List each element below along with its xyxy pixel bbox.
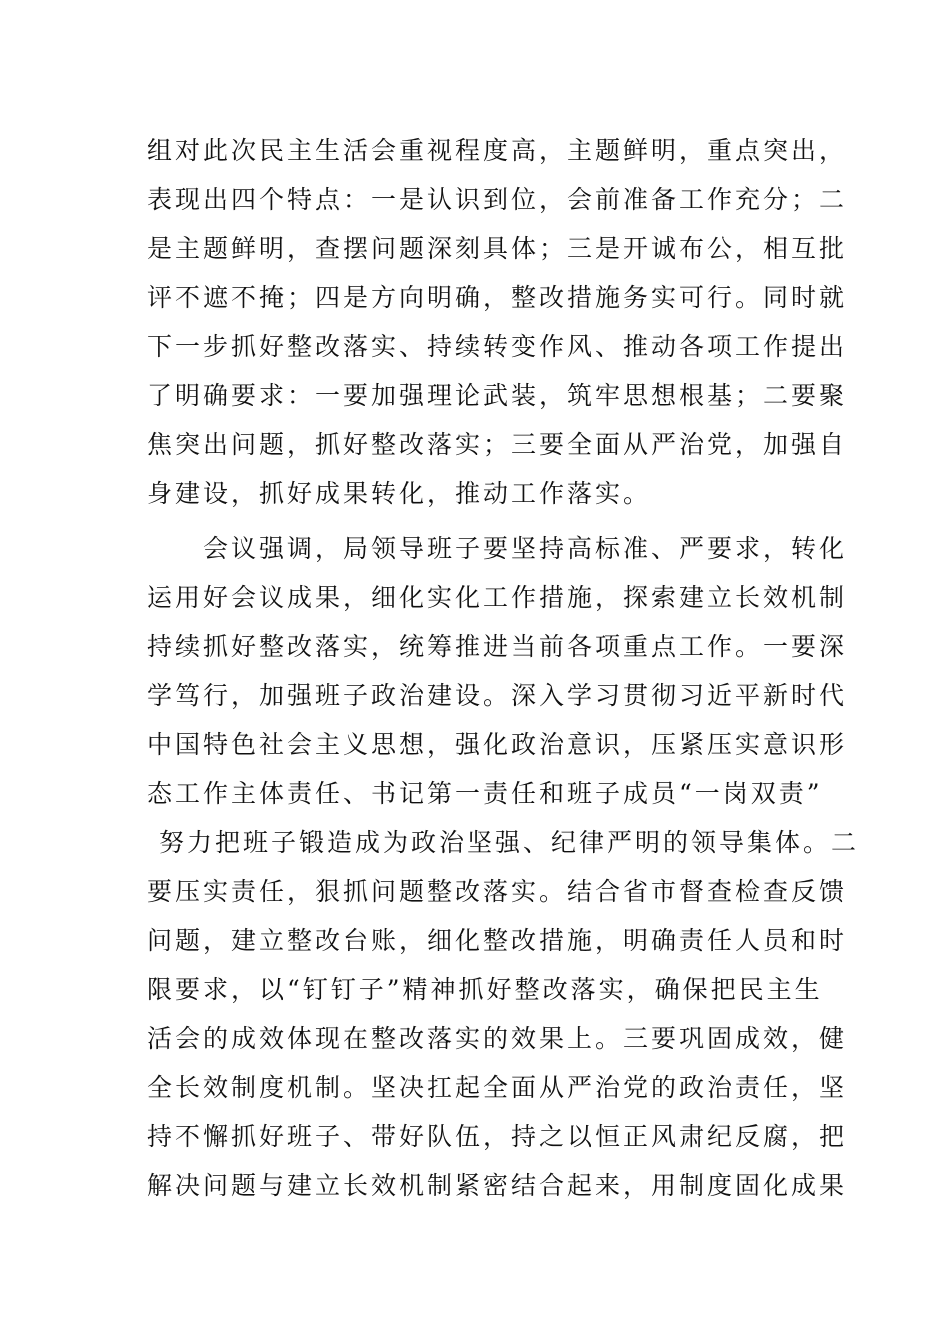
text-line: 问题，建立整改台账，细化整改措施，明确责任人员和时	[147, 926, 848, 955]
text-line: 中国特色社会主义思想，强化政治意识，压紧压实意识形	[147, 730, 848, 759]
text-line: 学笃行，加强班子政治建设。深入学习贯彻习近平新时代	[147, 681, 848, 710]
text-line: 限要求，以“钉钉子”精神抓好整改落实，确保把民主生	[147, 975, 823, 1004]
text-line: 解决问题与建立长效机制紧密结合起来，用制度固化成果	[147, 1171, 848, 1200]
text-line: 下一步抓好整改落实、持续转变作风、推动各项工作提出	[147, 332, 848, 361]
text-line: 要压实责任，狠抓问题整改落实。结合省市督查检查反馈	[147, 877, 848, 906]
text-line: 是主题鲜明，查摆问题深刻具体；三是开诚布公，相互批	[147, 234, 848, 263]
text-line: 态工作主体责任、书记第一责任和班子成员“一岗双责”	[147, 779, 823, 808]
text-line: 表现出四个特点：一是认识到位，会前准备工作充分；二	[147, 185, 848, 214]
text-line: 了明确要求：一要加强理论武装，筑牢思想根基；二要聚	[147, 381, 848, 410]
text-line: 身建设，抓好成果转化，推动工作落实。	[147, 479, 652, 508]
text-line: 运用好会议成果，细化实化工作措施，探索建立长效机制	[147, 583, 848, 612]
text-line: 焦突出问题，抓好整改落实；三要全面从严治党，加强自	[147, 430, 848, 459]
text-line: 活会的成效体现在整改落实的效果上。三要巩固成效，健	[147, 1024, 848, 1053]
paragraph-first-line: 会议强调，局领导班子要坚持高标准、严要求，转化	[203, 534, 848, 563]
text-line: 持不懈抓好班子、带好队伍，持之以恒正风肃纪反腐，把	[147, 1122, 848, 1151]
text-line: 组对此次民主生活会重视程度高，主题鲜明，重点突出，	[147, 136, 848, 165]
text-line: 评不遮不掩；四是方向明确，整改措施务实可行。同时就	[147, 283, 848, 312]
text-line: 持续抓好整改落实，统筹推进当前各项重点工作。一要深	[147, 632, 848, 661]
text-line: 努力把班子锻造成为政治坚强、纪律严明的领导集体。二	[159, 828, 860, 857]
text-line: 全长效制度机制。坚决扛起全面从严治党的政治责任，坚	[147, 1073, 848, 1102]
